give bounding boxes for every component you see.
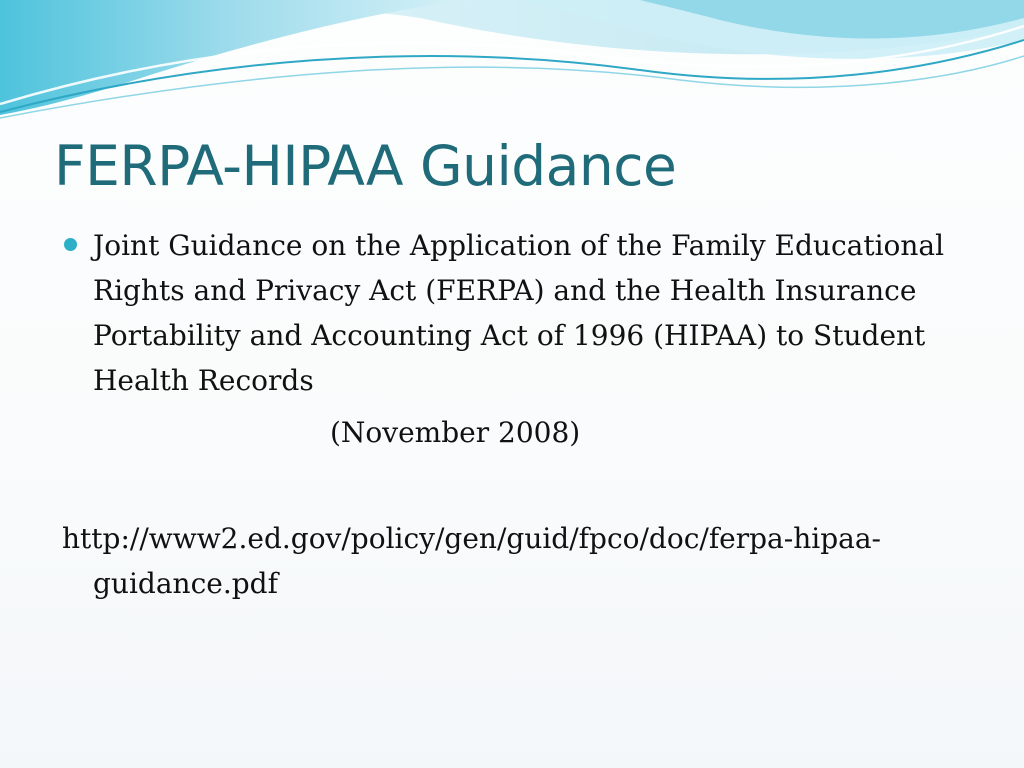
bullet-text: Joint Guidance on the Application of the Family Educational Rights and Privacy Act (FERPA) and the Health Insurance Portability and Accounting Act of 1996 (HIPAA) to Student Health Records [93, 229, 945, 397]
publication-date: (November 2008) [330, 416, 581, 449]
decorative-wave-header [0, 0, 1024, 130]
bullet-dot-icon [64, 238, 77, 251]
wave-band-cyan-left [0, 0, 470, 115]
guidance-url[interactable]: http://www2.ed.gov/policy/gen/guid/fpco/doc/ferpa-hipaa-guidance.pdf [62, 522, 881, 600]
slide-title: FERPA-HIPAA Guidance [54, 134, 677, 198]
